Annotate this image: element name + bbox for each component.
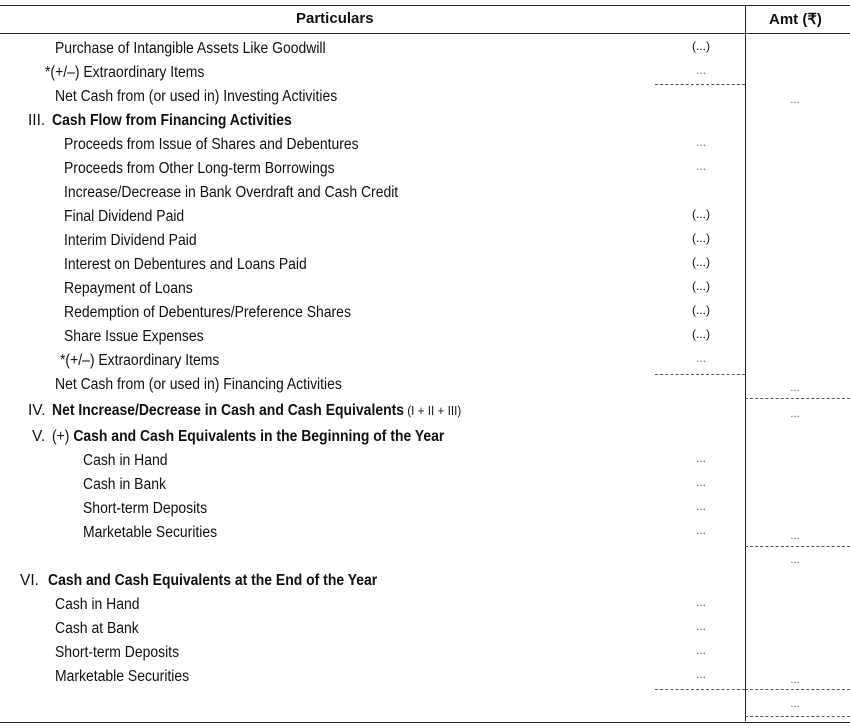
sub-amount: (...) [692, 39, 710, 53]
subtotal-underline [745, 716, 850, 717]
sub-amount: (...) [692, 327, 710, 341]
table-row [0, 182, 850, 206]
sub-amount: (...) [692, 303, 710, 317]
table-row [0, 666, 850, 690]
section-number: VI. [20, 572, 39, 589]
line-item-label: *(+/–) Extraordinary Items [60, 352, 220, 369]
formula-note: (I + II + III) [404, 403, 462, 418]
table-row [0, 498, 850, 522]
table-row [0, 278, 850, 302]
section-heading: Cash and Cash Equivalents in the Beginning of the Year [73, 428, 445, 445]
table-row [0, 254, 850, 278]
sub-amount: ... [695, 523, 706, 537]
particulars-header: Particulars [296, 10, 374, 27]
line-item-label: Proceeds from Issue of Shares and Debentures [64, 136, 359, 153]
amount-header: Amt (₹) [769, 11, 822, 28]
table-row [0, 400, 850, 424]
sub-amount: (...) [692, 207, 710, 221]
line-item-label: Share Issue Expenses [64, 328, 204, 345]
table-row [0, 426, 850, 450]
line-item-label: Purchase of Intangible Assets Like Goodwill [55, 40, 326, 57]
header-bottom-rule [0, 33, 850, 34]
total-amount: ... [790, 698, 800, 710]
sub-amount: ... [695, 643, 706, 657]
line-item-label: Cash at Bank [55, 620, 139, 637]
sub-amount: ... [695, 159, 706, 173]
subtotal-underline [745, 398, 850, 399]
sub-amount: (...) [692, 279, 710, 293]
section-number: IV. [28, 402, 46, 419]
total-amount: ... [790, 408, 800, 420]
section-heading: Net Increase/Decrease in Cash and Cash Equivalents (I + II + III) [52, 402, 462, 419]
sub-amount: ... [695, 619, 706, 633]
subtotal-underline [745, 689, 850, 690]
table-row [0, 38, 850, 62]
line-item-label: Short-term Deposits [55, 644, 180, 661]
sub-amount: ... [695, 667, 706, 681]
table-row [0, 62, 850, 86]
line-item-label: Cash in Bank [83, 476, 166, 493]
total-amount: ... [790, 554, 800, 566]
sub-amount: ... [695, 63, 706, 77]
line-item-label: Final Dividend Paid [64, 208, 185, 225]
line-item-label: Interest on Debentures and Loans Paid [64, 256, 307, 273]
line-item-label: *(+/–) Extraordinary Items [45, 64, 205, 81]
subtotal-underline [745, 546, 850, 547]
section-heading: Cash Flow from Financing Activities [52, 112, 292, 129]
table-row [0, 302, 850, 326]
table-row [0, 230, 850, 254]
sub-amount: ... [695, 499, 706, 513]
line-item-label: Redemption of Debentures/Preference Shares [64, 304, 351, 321]
total-amount: ... [790, 530, 800, 542]
total-amount: ... [790, 382, 800, 394]
line-item-label: Cash in Hand [83, 452, 168, 469]
line-item-label: Net Cash from (or used in) Financing Activities [55, 376, 342, 393]
total-amount: ... [790, 674, 800, 686]
table-row [0, 522, 850, 546]
table-row [0, 134, 850, 158]
top-rule [0, 5, 850, 6]
line-item-label: Proceeds from Other Long-term Borrowings [64, 160, 335, 177]
table-row [0, 690, 850, 714]
sub-amount: ... [695, 135, 706, 149]
bottom-rule [0, 722, 850, 723]
table-row [0, 546, 850, 570]
table-row [0, 618, 850, 642]
table-row [0, 594, 850, 618]
sub-amount: ... [695, 475, 706, 489]
total-amount: ... [790, 94, 800, 106]
table-row [0, 450, 850, 474]
line-item-label: Marketable Securities [55, 668, 190, 685]
section-heading: Cash and Cash Equivalents at the End of the Year [48, 572, 378, 589]
line-item-label: Interim Dividend Paid [64, 232, 197, 249]
sub-amount: ... [695, 595, 706, 609]
line-item-label: Increase/Decrease in Bank Overdraft and Cash Credit [64, 184, 399, 201]
table-row [0, 570, 850, 594]
line-item-label: Net Cash from (or used in) Investing Activities [55, 88, 338, 105]
table-row [0, 206, 850, 230]
sub-amount: (...) [692, 231, 710, 245]
line-item-label: Short-term Deposits [83, 500, 208, 517]
line-item-label: Repayment of Loans [64, 280, 193, 297]
line-item-label: Marketable Securities [83, 524, 218, 541]
line-item-label: Cash in Hand [55, 596, 140, 613]
table-row [0, 326, 850, 350]
sub-amount: (...) [692, 255, 710, 269]
subtotal-underline [655, 374, 745, 375]
table-row [0, 86, 850, 110]
subtotal-underline [655, 84, 745, 85]
section-number: III. [28, 112, 46, 129]
table-row [0, 110, 850, 134]
sub-amount: ... [695, 451, 706, 465]
subtotal-underline [655, 689, 745, 690]
table-row [0, 350, 850, 374]
section-number: V. [32, 428, 46, 445]
sub-amount: ... [695, 351, 706, 365]
table-row [0, 158, 850, 182]
line-item-label: (+) Cash and Cash Equivalents in the Beginning of the Year [52, 428, 445, 445]
table-row [0, 474, 850, 498]
table-row [0, 642, 850, 666]
table-row [0, 374, 850, 398]
